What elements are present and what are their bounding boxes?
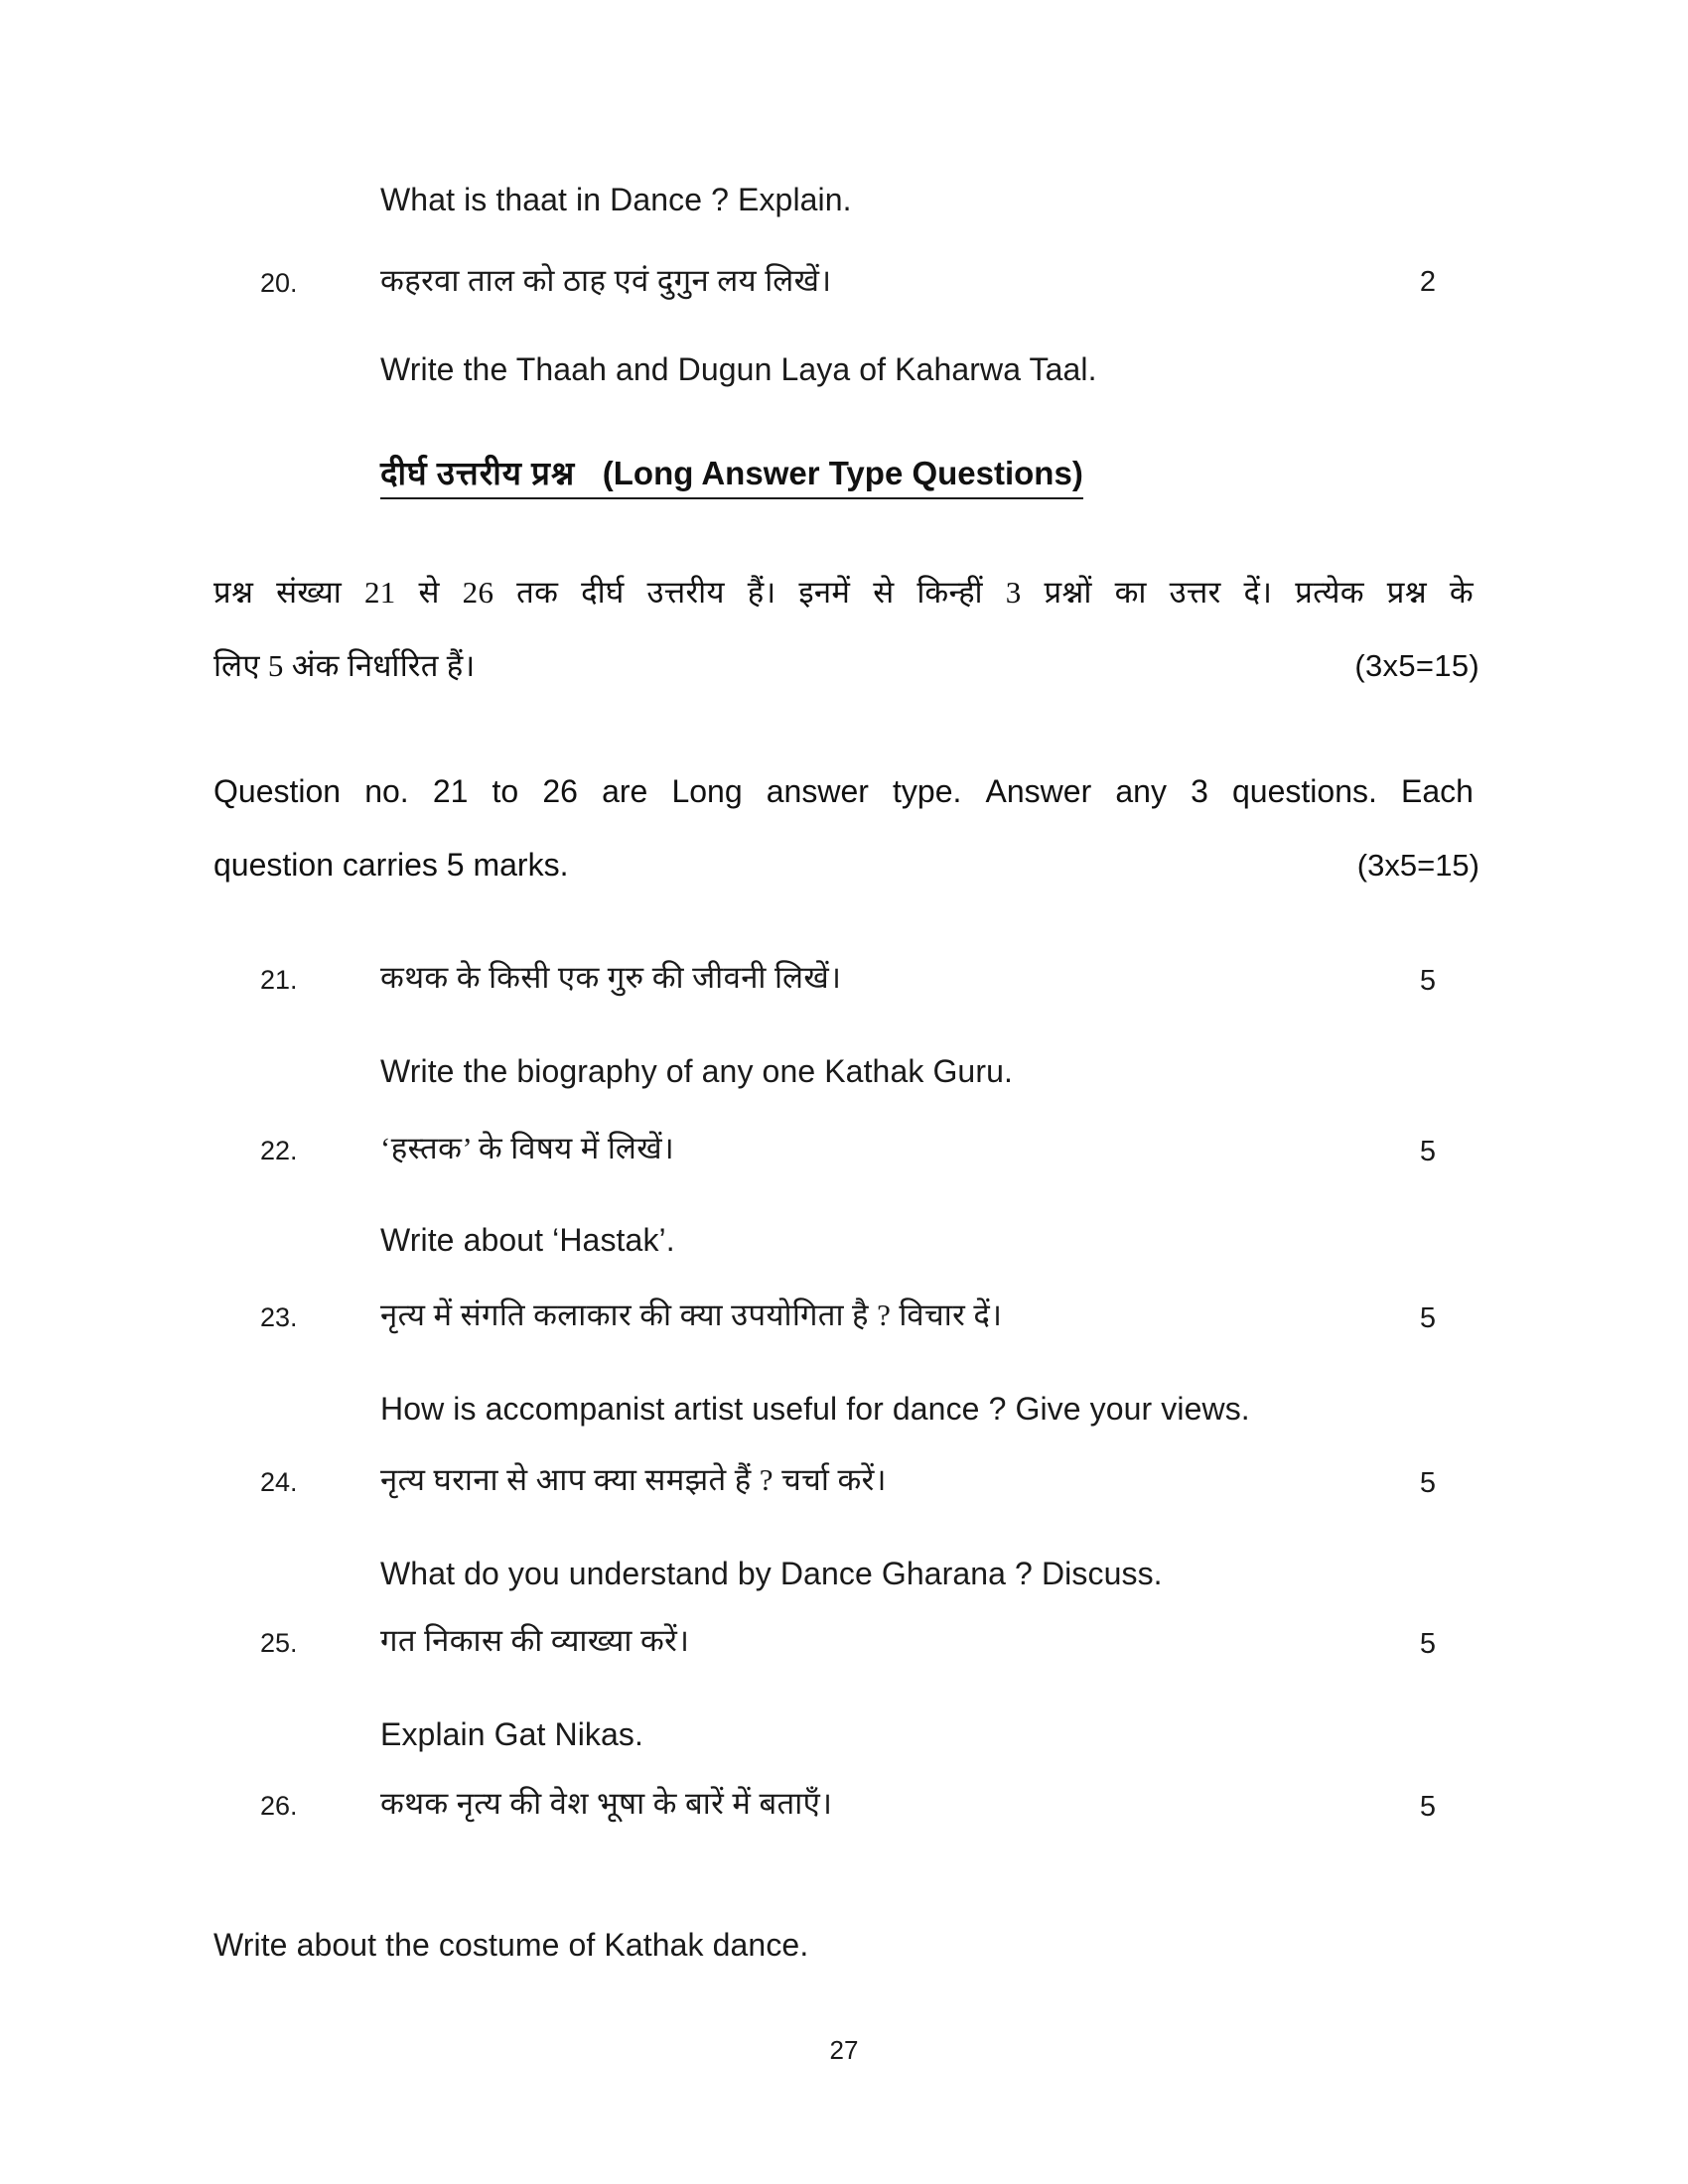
instruction-word: to: [492, 773, 519, 809]
question-20-hindi: कहरवा ताल को ठाह एवं दुगुन लय लिखें।: [380, 263, 832, 298]
instruction-word: दें।: [1243, 575, 1273, 610]
question-marks: 5: [1419, 965, 1437, 997]
instruction-word: 3: [1005, 575, 1022, 610]
question-number: 26.: [260, 1791, 298, 1821]
question-text-english: How is accompanist artist useful for dance ? Give your views.: [380, 1391, 1250, 1427]
instruction-word: 3: [1191, 773, 1208, 809]
instructions-hindi-line-2: [213, 629, 1479, 703]
instruction-word: प्रश्नों: [1044, 575, 1092, 610]
question-text-hindi: गत निकास की व्याख्या करें।: [380, 1623, 690, 1658]
instruction-word: Long: [671, 773, 743, 809]
instruction-word: से: [418, 575, 440, 610]
question-marks: 5: [1419, 1628, 1437, 1660]
instruction-word: answer: [766, 773, 869, 809]
instruction-word: any: [1115, 773, 1167, 809]
question-text-english: Explain Gat Nikas.: [380, 1716, 644, 1752]
instruction-word: हैं।: [747, 575, 776, 610]
instruction-word: Each: [1401, 773, 1474, 809]
instructions-english-tally: (3x5=15): [1356, 848, 1479, 883]
instruction-word: 26: [542, 773, 578, 809]
instruction-word: 26: [462, 575, 494, 610]
instruction-word: उत्तर: [1169, 575, 1221, 610]
question-number: 24.: [260, 1467, 298, 1497]
instruction-word: 21: [432, 773, 469, 809]
instructions-hindi-line-2-text: लिए 5 अंक निर्धारित हैं।: [213, 648, 476, 683]
instruction-word: questions.: [1232, 773, 1377, 809]
question-marks: 5: [1419, 1302, 1437, 1334]
question-text-hindi: कथक के किसी एक गुरु की जीवनी लिखें।: [380, 960, 842, 995]
question-marks: 5: [1419, 1136, 1437, 1167]
instruction-word: प्रत्येक: [1295, 575, 1364, 610]
instruction-word: किन्हीं: [916, 575, 983, 610]
page-number: 27: [829, 2035, 859, 2065]
instruction-word: no.: [364, 773, 409, 809]
section-heading-hindi: दीर्घ उत्तरीय प्रश्न: [380, 457, 576, 492]
question-text-hindi: ‘हस्तक’ के विषय में लिखें।: [380, 1131, 675, 1165]
question-20-marks: 2: [1419, 266, 1437, 298]
instruction-word: प्रश्न: [1386, 575, 1427, 610]
instructions-hindi-line-1: [213, 556, 1479, 629]
question-20-number: 20.: [260, 268, 298, 298]
instructions-english-line-2: [213, 828, 1479, 902]
question-marks: 5: [1419, 1791, 1437, 1823]
instruction-word: तक: [516, 575, 559, 610]
instruction-word: से: [873, 575, 895, 610]
question-number: 21.: [260, 965, 298, 995]
question-text-english: Write about the costume of Kathak dance.: [213, 1927, 809, 1963]
instruction-word: Answer: [985, 773, 1092, 809]
instruction-word: प्रश्न: [213, 575, 254, 610]
instruction-word: type.: [893, 773, 962, 809]
instructions-hindi-tally: (3x5=15): [1354, 648, 1479, 683]
instruction-word: के: [1449, 575, 1474, 610]
instructions-hindi-line-1-words: [213, 556, 1479, 629]
question-text-hindi: नृत्य घराना से आप क्या समझते हैं ? चर्चा करें।: [380, 1462, 887, 1497]
section-heading-english: (Long Answer Type Questions): [602, 455, 1083, 491]
instruction-word: Question: [213, 773, 342, 809]
continued-question-english: What is thaat in Dance ? Explain.: [380, 182, 852, 217]
question-text-english: What do you understand by Dance Gharana ? Discuss.: [380, 1556, 1163, 1591]
instructions-english-line-1: [213, 754, 1479, 828]
instruction-word: 21: [363, 575, 396, 610]
section-heading: [380, 450, 1083, 499]
instruction-word: संख्या: [276, 575, 343, 610]
instructions-english: [213, 754, 1479, 902]
question-text-english: Write the biography of any one Kathak Guru.: [380, 1053, 1013, 1089]
instruction-word: उत्तरीय: [646, 575, 725, 610]
question-text-hindi: नृत्य में संगति कलाकार की क्या उपयोगिता है ? विचार दें।: [380, 1297, 1003, 1332]
instructions-english-line-2-text: question carries 5 marks.: [213, 847, 569, 883]
instruction-word: are: [602, 773, 648, 809]
instructions-hindi: [213, 556, 1479, 703]
question-number: 23.: [260, 1302, 298, 1332]
question-20-english: Write the Thaah and Dugun Laya of Kaharwa Taal.: [380, 351, 1097, 387]
question-marks: 5: [1419, 1467, 1437, 1499]
instruction-word: दीर्घ: [581, 575, 625, 610]
question-text-hindi: कथक नृत्य की वेश भूषा के बारें में बताएँ।: [380, 1786, 833, 1821]
instruction-word: का: [1114, 575, 1147, 610]
question-number: 22.: [260, 1136, 298, 1165]
question-number: 25.: [260, 1628, 298, 1658]
instructions-english-line-1-words: [213, 754, 1479, 828]
question-text-english: Write about ‘Hastak’.: [380, 1222, 675, 1258]
instruction-word: इनमें: [798, 575, 851, 610]
